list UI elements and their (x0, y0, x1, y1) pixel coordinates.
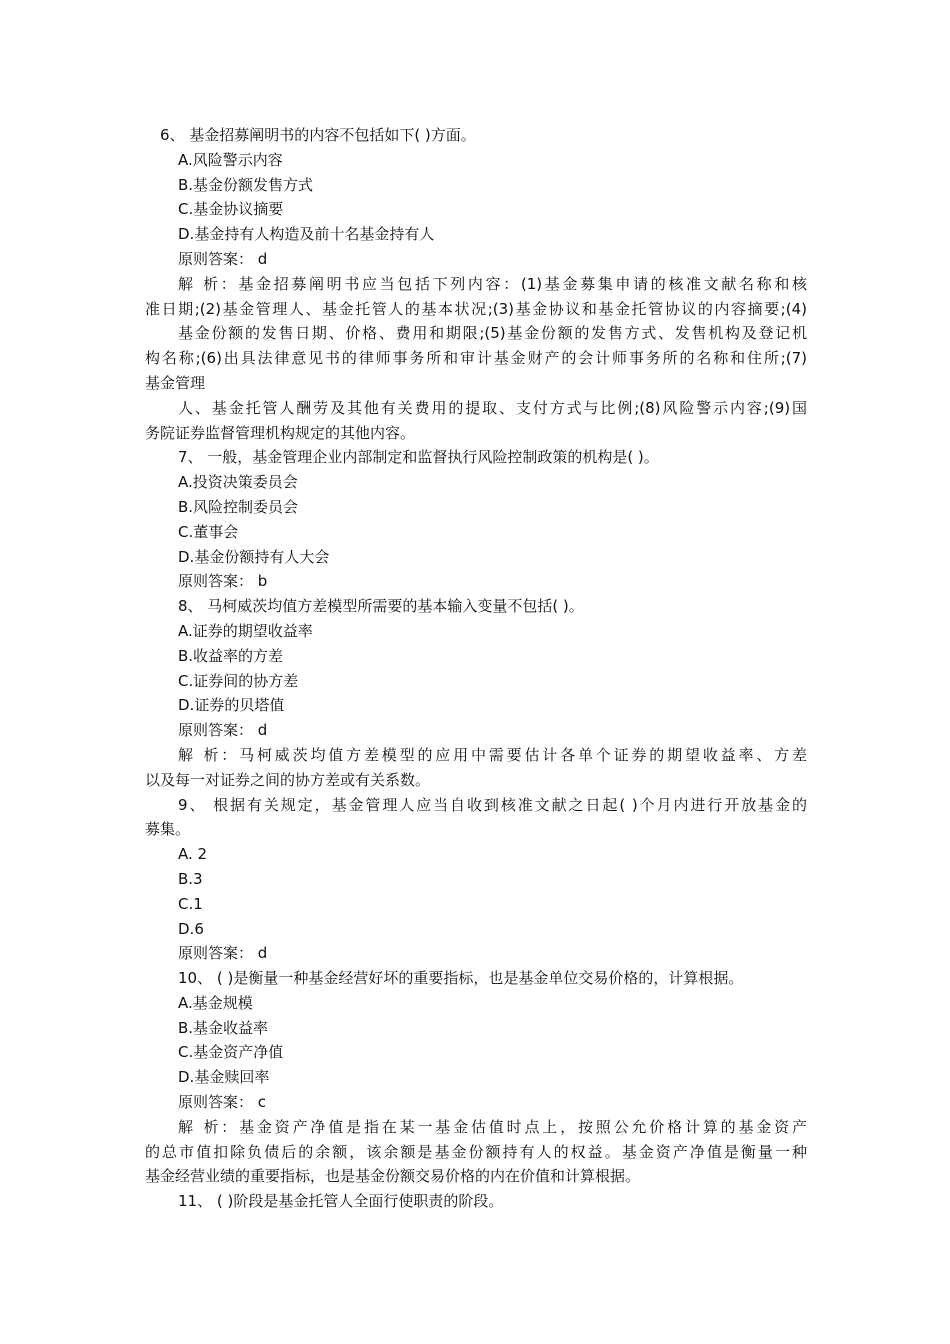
option-b: B.基金收益率 (178, 1018, 269, 1037)
question-9: 9、 根据有关规定，基金管理人应当自收到核准文献之日起( )个月内进行开放基金的 (178, 795, 807, 814)
option-d: D.基金份额持有人大会 (178, 547, 330, 566)
analysis-line: 务院证券监督管理机构规定的其他内容。 (145, 423, 416, 442)
analysis-line: 基金份额的发售日期、价格、费用和期限;(5)基金份额的发售方式、发售机构及登记机 (178, 324, 807, 343)
option-b: B.风险控制委员会 (178, 497, 299, 516)
option-c: C.基金资产净值 (178, 1043, 284, 1062)
answer: 原则答案： c (178, 1093, 267, 1112)
option-b: B.收益率的方差 (178, 646, 284, 665)
option-b: B.3 (178, 869, 203, 888)
option-c: C.基金协议摘要 (178, 200, 284, 219)
analysis-line: 基金管理 (145, 373, 206, 392)
question-6: 6、 基金招募阐明书的内容不包括如下( )方面。 (160, 126, 476, 144)
option-a: A. 2 (178, 845, 208, 864)
option-c: C.董事会 (178, 522, 239, 541)
answer: 原则答案： d (178, 249, 268, 268)
analysis-line: 构名称;(6)出具法律意见书的律师事务所和审计基金财产的会计师事务所的名称和住所;(7) (145, 349, 807, 368)
question-8: 8、 马柯威茨均值方差模型所需要的基本输入变量不包括( )。 (178, 597, 584, 616)
answer: 原则答案： b (178, 572, 268, 591)
analysis-line: 以及每一对证券之间的协方差或有关系数。 (145, 770, 431, 789)
option-c: C.证券间的协方差 (178, 671, 299, 690)
analysis-line: 的总市值扣除负债后的余额，该余额是基金份额持有人的权益。基金资产净值是衡量一种 (145, 1142, 807, 1161)
question-9-cont: 募集。 (145, 820, 191, 839)
analysis-line: 解 析：马柯威茨均值方差模型的应用中需要估计各单个证券的期望收益率、方差 (178, 745, 807, 764)
analysis-line: 准日期;(2)基金管理人、基金托管人的基本状况;(3)基金协议和基金托管协议的内容摘要;(4) (145, 299, 807, 318)
analysis-line: 基金经营业绩的重要指标，也是基金份额交易价格的内在价值和计算根据。 (145, 1167, 641, 1186)
option-a: A.基金规模 (178, 993, 253, 1012)
question-10: 10、 ( )是衡量一种基金经营好坏的重要指标，也是基金单位交易价格的，计算根据。 (178, 969, 744, 988)
option-c: C.1 (178, 894, 203, 913)
document-body (145, 123, 807, 1214)
analysis-line: 人、基金托管人酬劳及其他有关费用的提取、支付方式与比例;(8)风险警示内容;(9)国 (178, 398, 807, 417)
answer: 原则答案： d (178, 721, 268, 740)
question-7: 7、 一般，基金管理企业内部制定和监督执行风险控制政策的机构是( )。 (178, 448, 659, 467)
option-d: D.证券的贝塔值 (178, 696, 285, 715)
option-a: A.投资决策委员会 (178, 473, 298, 492)
option-a: A.风险警示内容 (178, 150, 283, 169)
option-a: A.证券的期望收益率 (178, 621, 313, 640)
option-d: D.基金持有人构造及前十名基金持有人 (178, 225, 435, 244)
answer: 原则答案： d (178, 944, 268, 963)
option-d: D.基金赎回率 (178, 1068, 270, 1087)
question-11: 11、 ( )阶段是基金托管人全面行使职责的阶段。 (178, 1192, 504, 1211)
analysis-line: 解 析：基金招募阐明书应当包括下列内容：(1)基金募集申请的核准文献名称和核 (178, 274, 807, 293)
analysis-line: 解 析：基金资产净值是指在某一基金估值时点上，按照公允价格计算的基金资产 (178, 1117, 807, 1136)
option-d: D.6 (178, 919, 204, 938)
option-b: B.基金份额发售方式 (178, 175, 314, 194)
